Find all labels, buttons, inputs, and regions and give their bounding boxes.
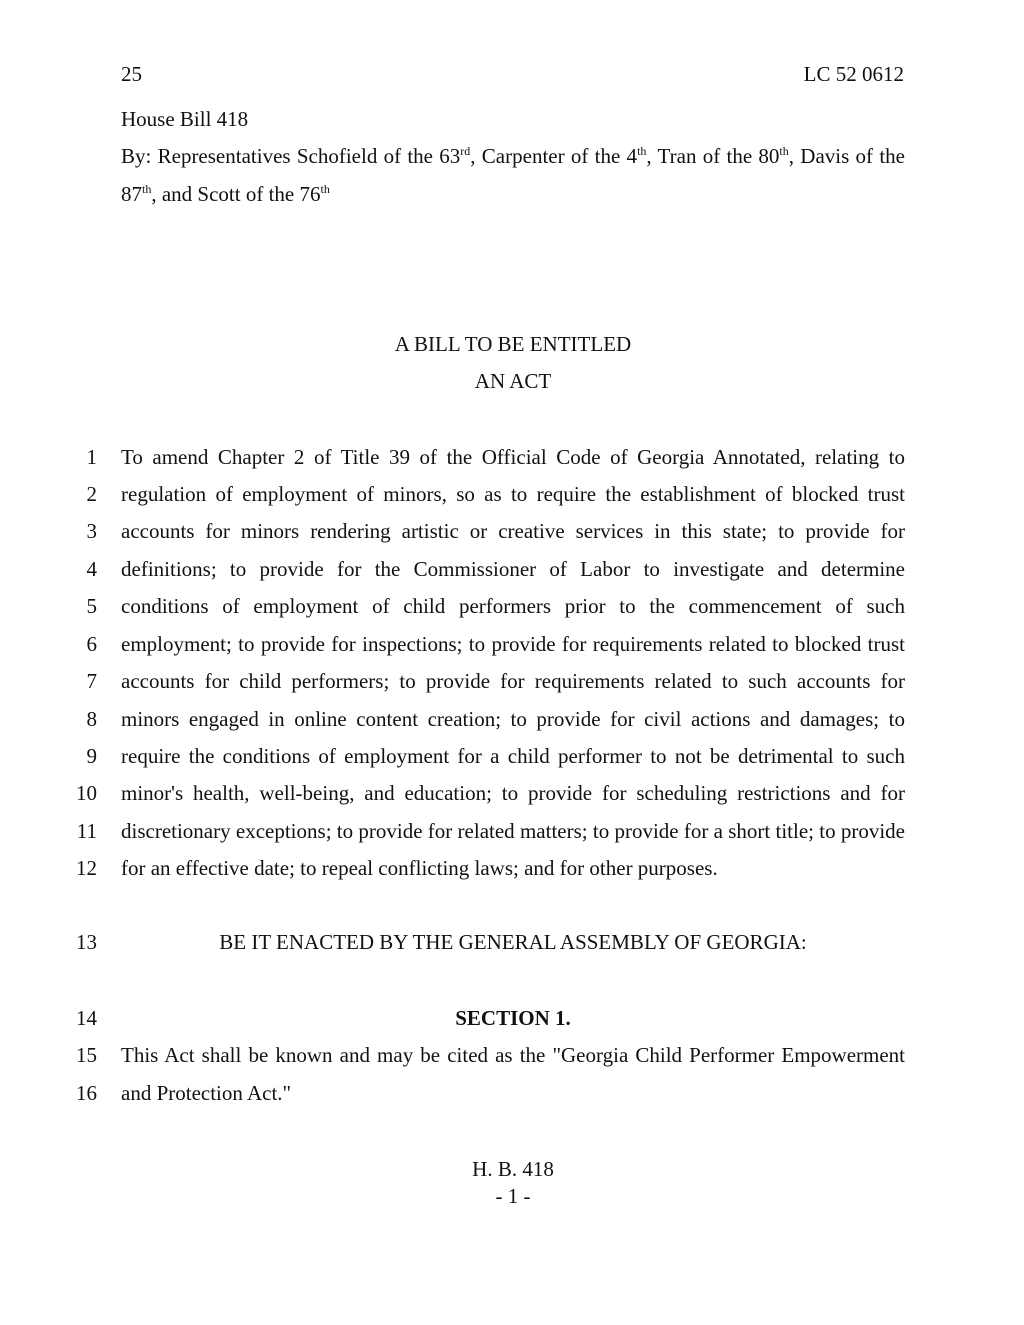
line-number: 13: [76, 930, 97, 954]
sponsor-text: , Carpenter of the 4: [470, 144, 638, 168]
sponsor-text: By: Representatives Schofield of the 63: [121, 144, 461, 168]
caption-line: employment; to provide for inspections; to provide for requirements related to blocked trust: [121, 632, 905, 656]
ordinal-suffix: th: [779, 144, 789, 158]
session-year: 25: [121, 62, 142, 86]
sponsors-line-1: [121, 144, 905, 182]
sponsors: [121, 144, 905, 220]
line-number: 11: [76, 819, 97, 843]
line-number: 8: [86, 707, 97, 731]
section-line: This Act shall be known and may be cited as the "Georgia Child Performer Empowerment: [121, 1043, 905, 1067]
sponsor-text: , Tran of the 80: [646, 144, 780, 168]
caption-line: regulation of employment of minors, so as to require the establishment of blocked trust: [121, 482, 905, 506]
line-number: 7: [86, 669, 97, 693]
lc-number: LC 52 0612: [803, 62, 904, 86]
caption-line: accounts for child performers; to provide for requirements related to such accounts for: [121, 669, 905, 693]
caption-line: minors engaged in online content creation; to provide for civil actions and damages; to: [121, 707, 905, 731]
caption-line: for an effective date; to repeal conflicting laws; and for other purposes.: [121, 856, 718, 880]
bill-title: A BILL TO BE ENTITLED: [394, 332, 632, 356]
caption-line: To amend Chapter 2 of Title 39 of the Official Code of Georgia Annotated, relating to: [121, 445, 905, 469]
sponsor-text: , Davis of the: [788, 144, 905, 168]
sponsors-line-2: [121, 182, 905, 220]
sponsor-text: , and Scott of the 76: [151, 182, 321, 206]
section-line: and Protection Act.": [121, 1081, 292, 1105]
sponsor-text: 87: [121, 182, 142, 206]
section-heading: SECTION 1.: [455, 1006, 571, 1030]
line-number: 9: [86, 744, 97, 768]
caption-line: conditions of employment of child performers prior to the commencement of such: [121, 594, 905, 618]
ordinal-suffix: th: [320, 182, 330, 196]
bill-name: House Bill 418: [121, 107, 249, 131]
line-number: 5: [86, 594, 97, 618]
caption-line: minor's health, well-being, and education; to provide for scheduling restrictions and for: [121, 781, 905, 805]
footer-bill-ref: H. B. 418: [472, 1157, 554, 1181]
caption-line: require the conditions of employment for a child performer to not be detrimental to such: [121, 744, 905, 768]
ordinal-suffix: th: [637, 144, 647, 158]
an-act-heading: AN ACT: [474, 369, 552, 393]
line-number: 4: [86, 557, 97, 581]
ordinal-suffix: rd: [460, 144, 471, 158]
line-number: 2: [86, 482, 97, 506]
line-number: 6: [86, 632, 97, 656]
line-number: 1: [86, 445, 97, 469]
line-number: 3: [86, 519, 97, 543]
enacting-clause: BE IT ENACTED BY THE GENERAL ASSEMBLY OF GEORGIA:: [219, 930, 807, 954]
line-number: 12: [76, 856, 97, 880]
caption-line: accounts for minors rendering artistic or creative services in this state; to provide for: [121, 519, 905, 543]
page-number: - 1 -: [495, 1184, 531, 1208]
caption-line: definitions; to provide for the Commissioner of Labor to investigate and determine: [121, 557, 905, 581]
line-number: 14: [76, 1006, 97, 1030]
line-number: 10: [76, 781, 97, 805]
caption-line: discretionary exceptions; to provide for related matters; to provide for a short title; to provide: [121, 819, 905, 843]
line-number: 16: [76, 1081, 97, 1105]
ordinal-suffix: th: [142, 182, 152, 196]
line-number: 15: [76, 1043, 97, 1067]
